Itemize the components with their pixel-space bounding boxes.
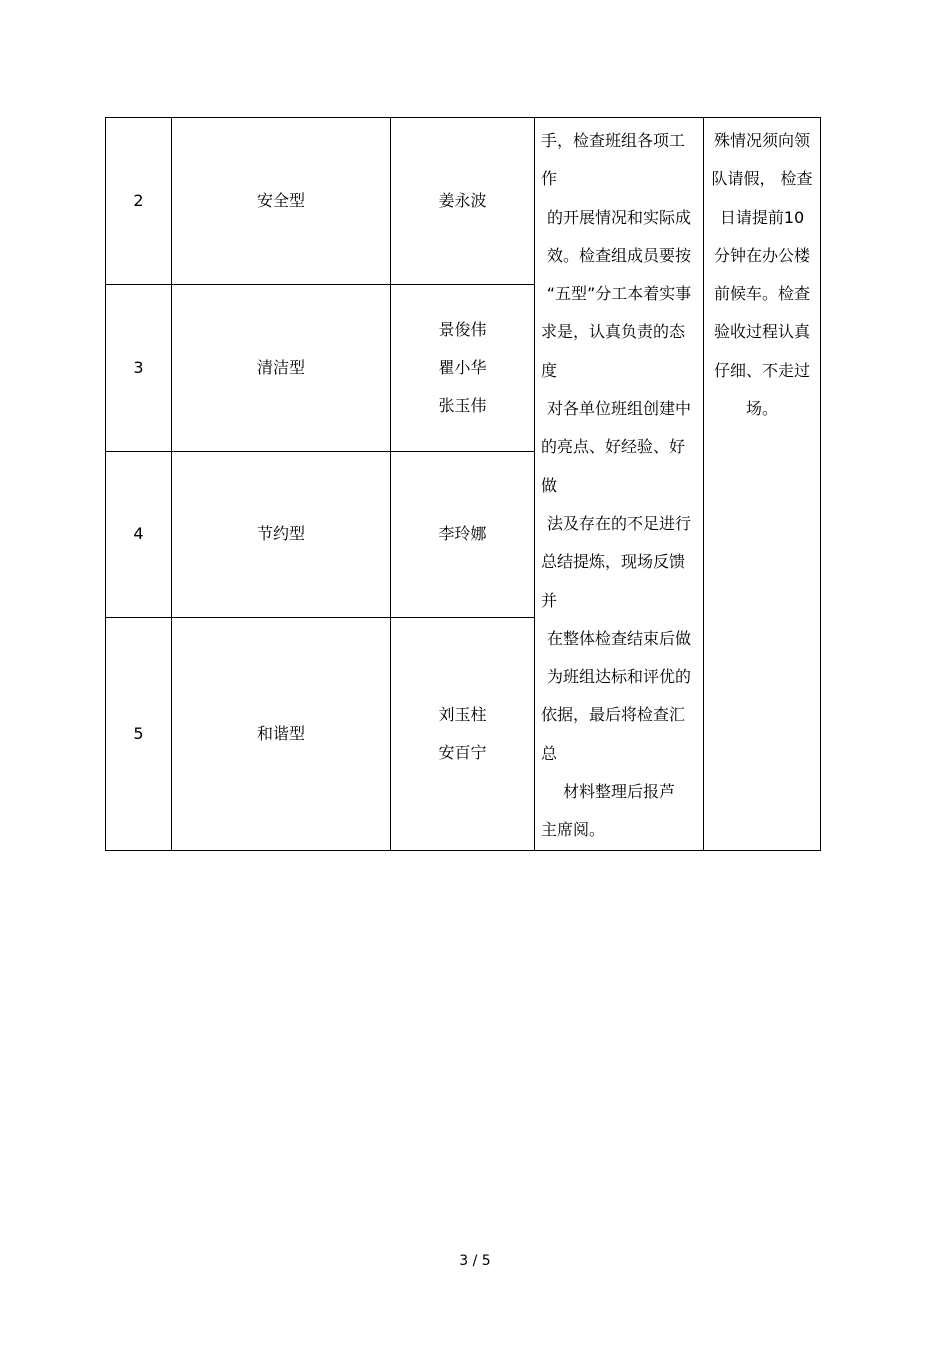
row-type: 和谐型	[172, 618, 391, 850]
description-line: 效。检查组成员要按	[546, 245, 691, 265]
row-number: 4	[106, 451, 172, 618]
table-row	[106, 118, 821, 285]
description-line: 主席阅。	[541, 820, 606, 840]
note-line: 前候车。检查	[713, 284, 810, 304]
note-line: 殊情况须向领	[713, 131, 810, 150]
description-text	[535, 118, 703, 850]
person-name: 李玲娜	[438, 524, 487, 544]
row-number: 3	[106, 284, 172, 451]
description-line: 法及存在的不足进行	[546, 513, 691, 533]
person-name: 景俊伟	[438, 319, 487, 339]
description-line: 材料整理后报芦	[562, 782, 675, 802]
description-line: 依据，最后将检查汇总	[541, 705, 686, 763]
note-text	[704, 118, 820, 428]
description-line: 的开展情况和实际成	[546, 207, 691, 227]
note-line: 队请假， 检查	[711, 169, 813, 189]
page-number: 3 / 5	[459, 1253, 491, 1269]
description-cell	[535, 118, 704, 851]
row-number: 2	[106, 118, 172, 285]
row-names	[391, 118, 535, 285]
description-line: 求是，认真负责的态度	[541, 322, 686, 380]
row-type: 安全型	[172, 118, 391, 285]
row-type: 节约型	[172, 451, 391, 618]
description-line: 的亮点、好经验、好做	[541, 437, 686, 495]
row-names	[391, 618, 535, 850]
inspection-table	[105, 117, 821, 851]
description-line: 在整体检查结束后做	[546, 628, 691, 648]
row-type: 清洁型	[172, 284, 391, 451]
note-line: 仔细、不走过	[713, 360, 810, 380]
description-line: 对各单位班组创建中	[546, 399, 691, 419]
person-name: 安百宁	[438, 742, 487, 762]
description-line: 为班组达标和评优的	[546, 667, 691, 687]
note-cell	[704, 118, 821, 851]
description-line: “五型”分工本着实事	[546, 284, 692, 304]
note-line: 日请提前10	[719, 207, 805, 227]
row-names	[391, 284, 535, 451]
description-line: 手，检查班组各项工作	[541, 131, 686, 189]
row-number: 5	[106, 618, 172, 850]
description-line: 总结提炼，现场反馈并	[541, 552, 686, 610]
note-line: 分钟在办公楼	[713, 245, 810, 265]
person-name: 瞿小华	[438, 357, 487, 377]
person-name: 刘玉柱	[438, 704, 487, 724]
row-names	[391, 451, 535, 618]
person-name: 张玉伟	[438, 395, 487, 415]
person-name: 姜永波	[438, 190, 487, 210]
note-line: 场。	[745, 399, 778, 419]
note-line: 验收过程认真	[713, 322, 810, 342]
